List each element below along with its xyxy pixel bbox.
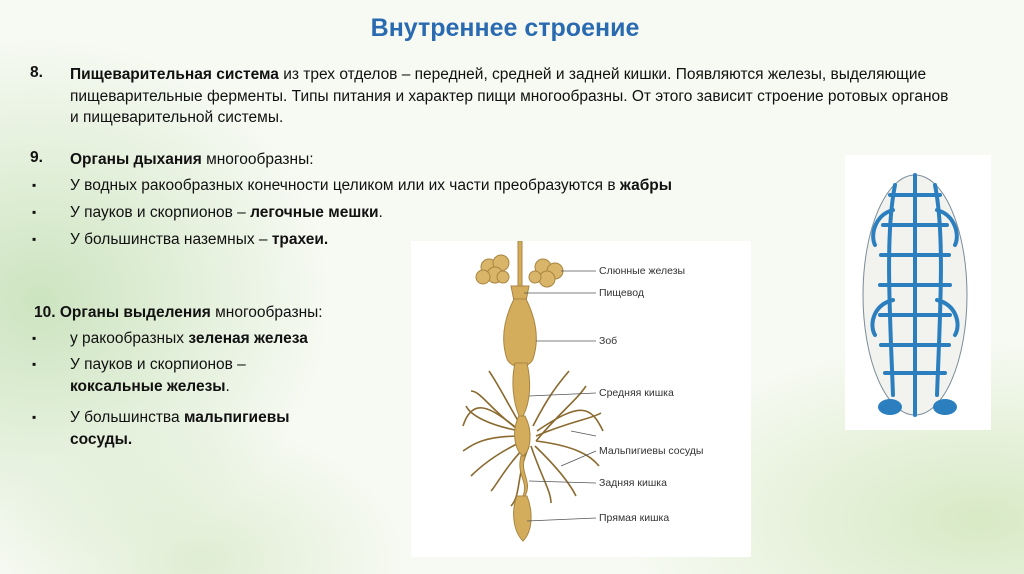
- item-9-number: 9.: [30, 149, 43, 166]
- item-8-number: 8.: [30, 64, 43, 81]
- tracheal-system-image: [845, 155, 991, 430]
- item-8-term: Пищеварительная система: [70, 66, 279, 83]
- bullet-marker: ▪: [32, 331, 37, 345]
- label-rectum: Прямая кишка: [599, 512, 670, 524]
- item-9-header: [70, 149, 830, 171]
- item-10-bullet-1: у ракообразных зеленая железа: [70, 330, 308, 347]
- item-9-bullet-1: У водных ракообразных конечности целиком или их части преобразуются в жабры: [70, 177, 672, 194]
- leader-lines: [524, 271, 596, 521]
- item-10-number: 10.: [34, 304, 56, 321]
- bullet-marker: ▪: [32, 178, 37, 192]
- insect-gut-illustration: [411, 241, 751, 557]
- item-8-rest: из трех отделов – передней, средней и задней кишки. Появляются железы, выделяющие пищеварительные ферменты. Типы питания и характер пищи многообразны. От этого зависит строение ротовых органов и пищеварительной системы.: [70, 66, 949, 126]
- label-esophagus: Пищевод: [599, 287, 644, 299]
- label-salivary-glands: Слюнные железы: [599, 265, 686, 277]
- gut-drawing: [504, 241, 537, 541]
- label-crop: Зоб: [599, 335, 618, 347]
- item-10-bullet-2: У пауков и скорпионов – коксальные железы.: [70, 356, 246, 395]
- label-midgut: Средняя кишка: [599, 387, 674, 399]
- bullet-marker: ▪: [32, 410, 37, 424]
- item-9-rest: многообразны:: [206, 151, 314, 168]
- item-10-term: Органы выделения: [59, 304, 211, 321]
- item-10-header: 10. Органы выделения многообразны:: [34, 304, 323, 321]
- item-9-term: Органы дыхания: [70, 151, 202, 168]
- label-malpighian-tubules: Мальпигиевы сосуды: [599, 445, 704, 457]
- slide-title: Внутреннее строение: [370, 14, 640, 42]
- tracheal-system-drawing: [845, 155, 991, 430]
- item-8-text: [70, 64, 950, 129]
- digestive-system-diagram: [411, 241, 751, 557]
- malpighian-tubules-drawing: [463, 371, 603, 506]
- bullet-marker: ▪: [32, 205, 37, 219]
- bullet-marker: ▪: [32, 357, 37, 371]
- item-10-bullet-3: У большинства мальпигиевы сосуды.: [70, 409, 290, 448]
- item-9-bullet-2: У пауков и скорпионов – легочные мешки.: [70, 204, 383, 221]
- label-hindgut: Задняя кишка: [599, 477, 667, 489]
- bullet-marker: ▪: [32, 232, 37, 246]
- item-9-bullet-3: У большинства наземных – трахеи.: [70, 231, 329, 248]
